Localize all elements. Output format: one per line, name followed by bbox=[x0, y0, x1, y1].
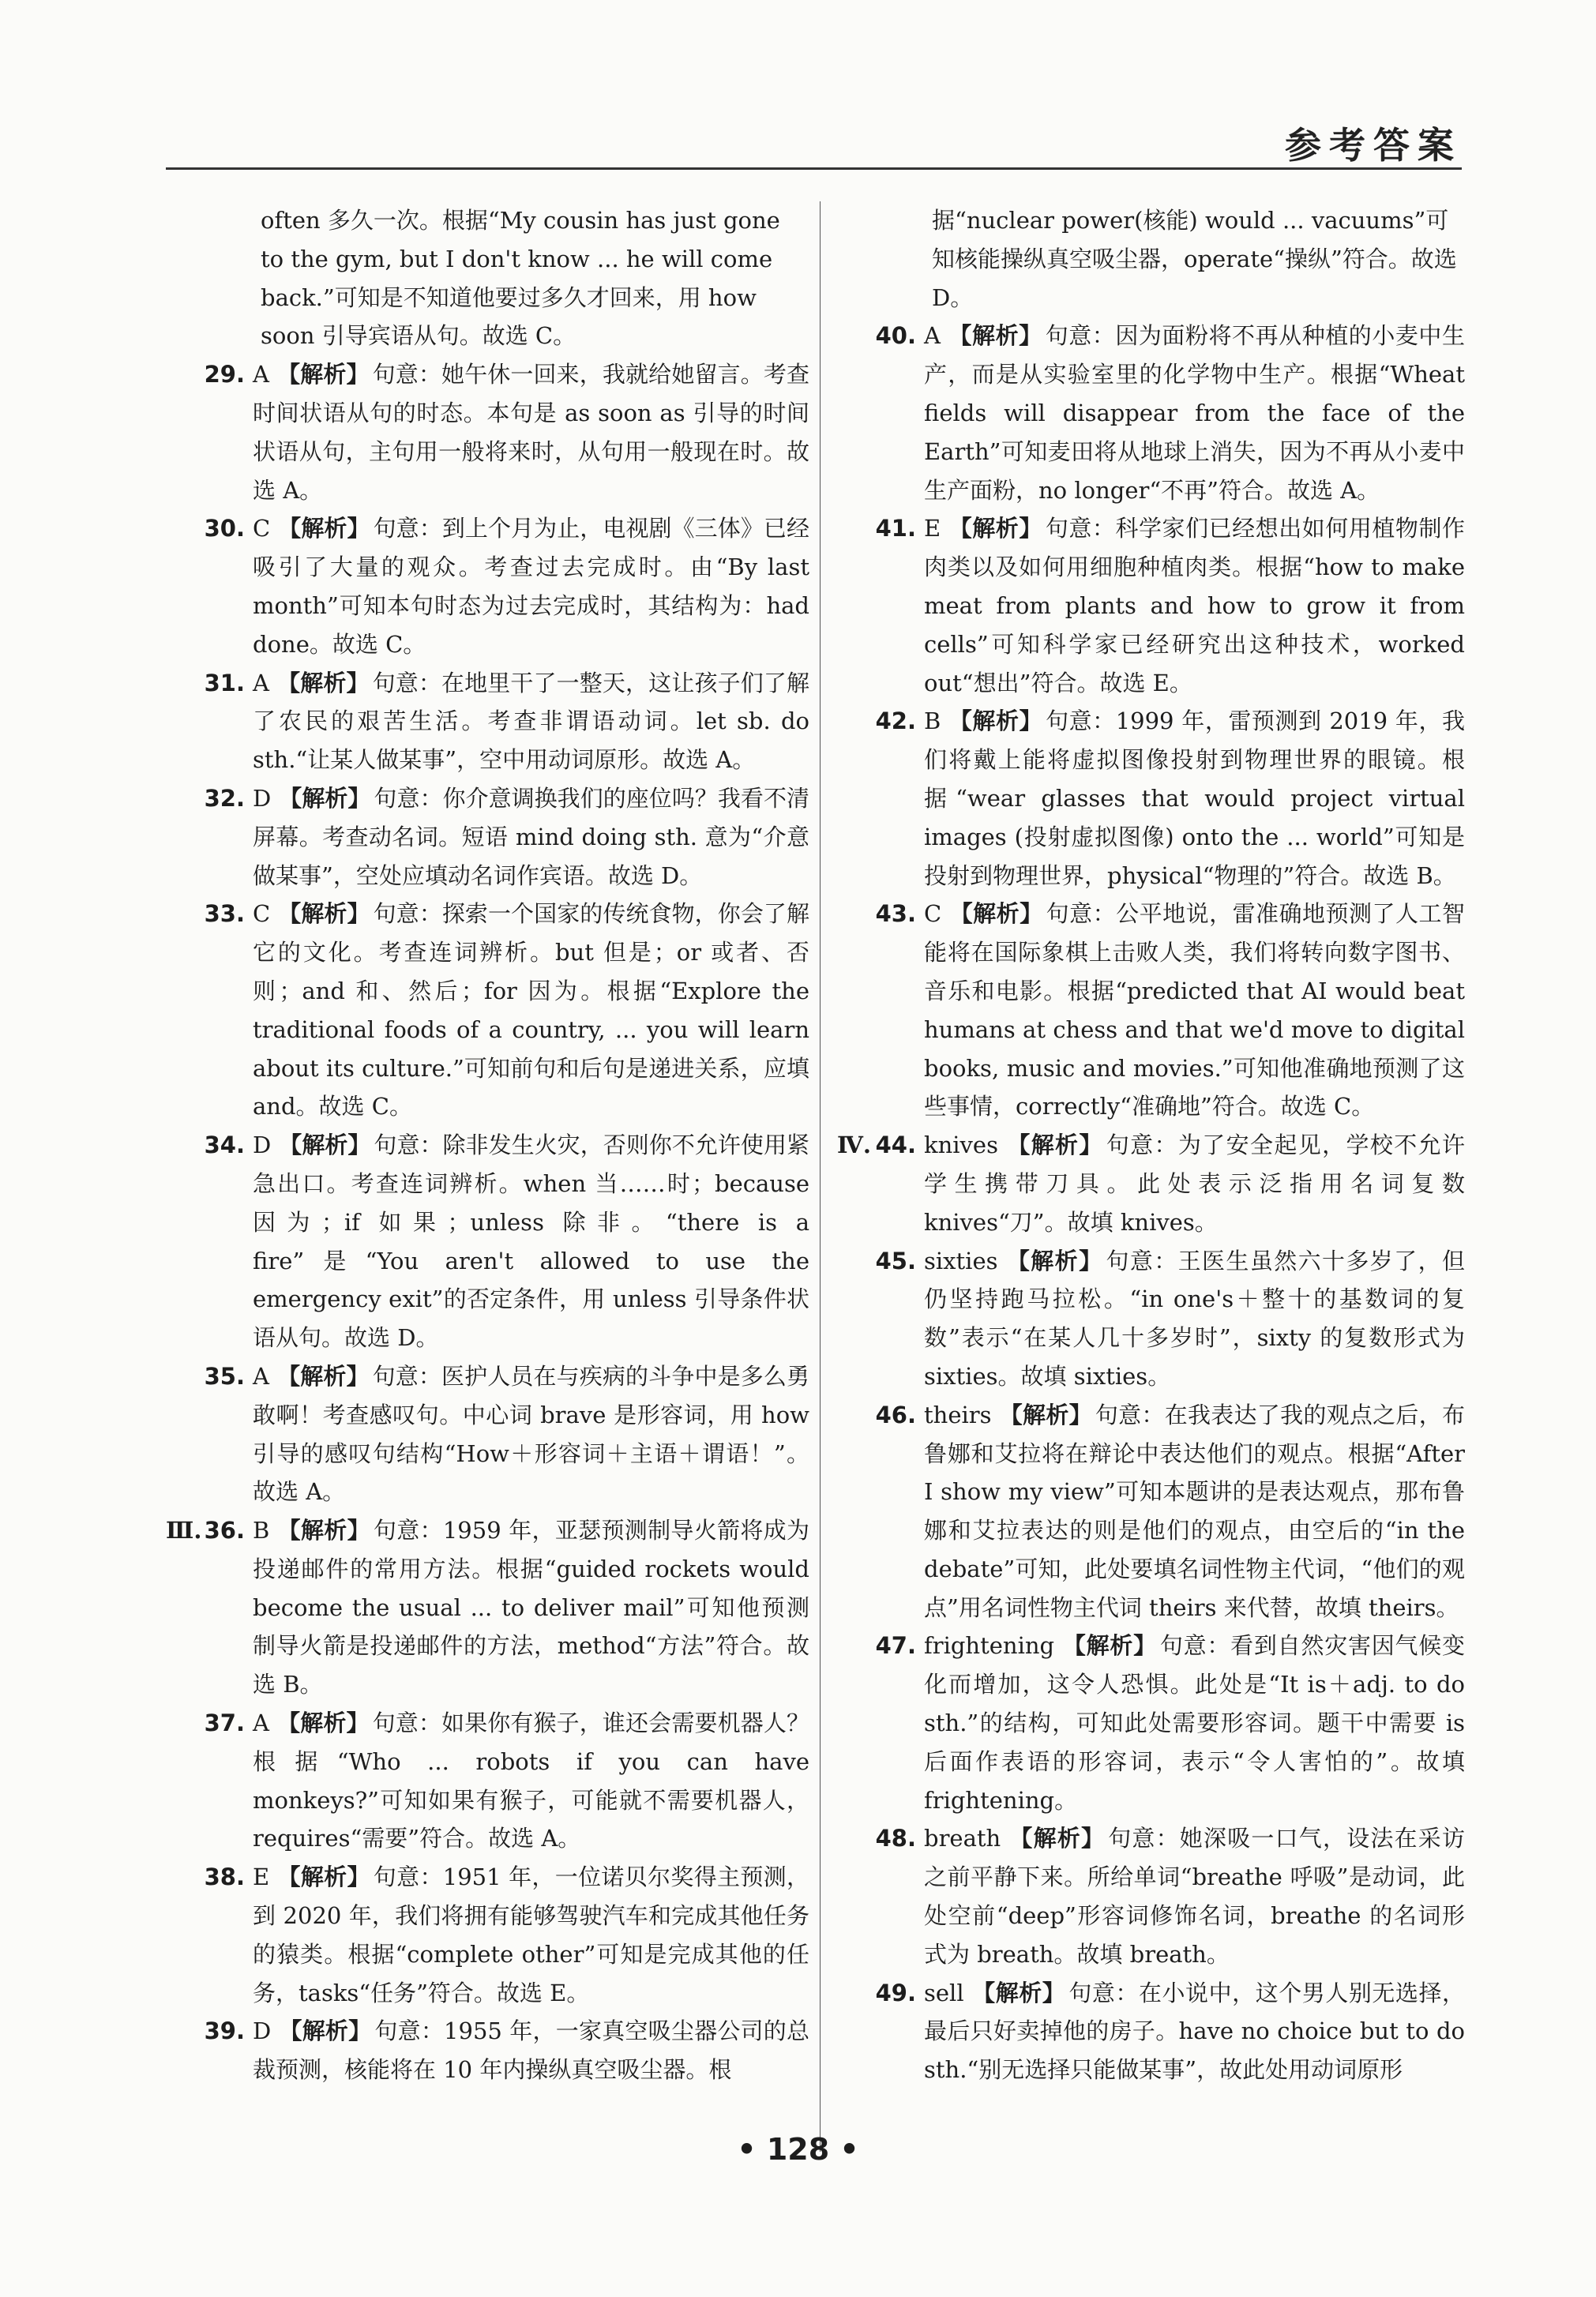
question-number: 33. bbox=[204, 900, 245, 928]
answer-value: A bbox=[253, 361, 269, 388]
question-number: 38. bbox=[204, 1863, 245, 1891]
answer-entry bbox=[170, 895, 809, 1126]
analysis-text: 句意：如果你有猴子，谁还会需要机器人？根据“Who ... robots if you can have monkeys?”可知如果有猴子，可能就不需要机器人，requires“需要”符合。故选 A。 bbox=[253, 1710, 809, 1852]
answer-value: theirs bbox=[924, 1401, 992, 1428]
answer-value: A bbox=[924, 322, 941, 350]
answer-entry bbox=[837, 1126, 1465, 1241]
question-number: 48. bbox=[875, 1825, 916, 1852]
answer-entry bbox=[841, 1819, 1465, 1973]
analysis-tag: 【解析】 bbox=[276, 1362, 370, 1390]
answer-value: B bbox=[924, 707, 941, 735]
question-number: 40. bbox=[875, 322, 916, 350]
section-numeral: Ⅳ. bbox=[837, 1132, 872, 1159]
question-number: 29. bbox=[204, 361, 245, 388]
right-answer-list bbox=[837, 317, 1465, 2089]
answer-entry bbox=[170, 1858, 809, 2012]
answer-value: C bbox=[253, 900, 271, 928]
answer-entry bbox=[170, 779, 809, 895]
analysis-tag: 【解析】 bbox=[277, 1517, 370, 1544]
analysis-tag: 【解析】 bbox=[279, 784, 371, 812]
analysis-text: 句意：1951 年，一位诺贝尔奖得主预测，到 2020 年，我们将拥有能够驾驶汽车和完成其他任务的猿类。根据“complete other”可知是完成其他的任务，tasks“任务”符合。故选 E。 bbox=[253, 1863, 809, 2006]
analysis-text: 句意：到上个月为止，电视剧《三体》已经吸引了大量的观众。考查过去完成时。由“By last month”可知本句时态为过去完成时，其结构为：had done。故选 C。 bbox=[253, 515, 809, 658]
analysis-tag: 【解析】 bbox=[1005, 1132, 1103, 1159]
question-number: 42. bbox=[875, 707, 916, 735]
answer-value: A bbox=[253, 1362, 269, 1390]
answer-entry bbox=[841, 702, 1465, 895]
answer-value: A bbox=[253, 1710, 269, 1737]
page-number: • 128 • bbox=[737, 2132, 859, 2167]
right-column bbox=[837, 201, 1465, 2089]
answer-entry bbox=[166, 1511, 809, 1704]
answer-value: sell bbox=[924, 1979, 964, 2006]
analysis-text: 句意：她深吸一口气，设法在采访之前平静下来。所给单词“breathe 呼吸”是动词，此处空前“deep”形容词修饰名词，breathe 的名词形式为 breath。故填 breath。 bbox=[924, 1825, 1465, 1968]
analysis-tag: 【解析】 bbox=[1008, 1825, 1106, 1852]
answer-value: B bbox=[253, 1517, 270, 1544]
question-number: 44. bbox=[875, 1132, 916, 1159]
question-number: 43. bbox=[875, 900, 916, 928]
answer-value: E bbox=[924, 515, 941, 542]
question-number: 37. bbox=[204, 1710, 245, 1737]
analysis-text: 句意：在小说中，这个男人别无选择，最后只好卖掉他的房子。have no choice but to do sth.“别无选择只能做某事”，故此处用动词原形 bbox=[924, 1979, 1465, 2084]
answer-entry bbox=[170, 355, 809, 509]
question-number: 46. bbox=[875, 1401, 916, 1428]
column-divider bbox=[820, 201, 821, 2152]
analysis-text: 句意：王医生虽然六十多岁了，但仍坚持跑马拉松。“in one's＋整十的基数词的复数”表示“在某人几十多岁时”，sixty 的复数形式为 sixties。故填 sixties。 bbox=[924, 1247, 1465, 1390]
answer-entry bbox=[841, 1974, 1465, 2089]
answer-entry bbox=[841, 895, 1465, 1126]
answer-value: sixties bbox=[924, 1247, 998, 1274]
question-number: 35. bbox=[204, 1362, 245, 1390]
analysis-tag: 【解析】 bbox=[279, 1132, 371, 1159]
question-number: 45. bbox=[875, 1247, 916, 1274]
answer-value: frightening bbox=[924, 1632, 1055, 1660]
answer-entry bbox=[170, 1357, 809, 1511]
answer-value: D bbox=[253, 1132, 272, 1159]
question-number: 36. bbox=[204, 1517, 245, 1544]
answer-value: E bbox=[253, 1863, 270, 1891]
analysis-tag: 【解析】 bbox=[948, 707, 1043, 735]
answer-value: C bbox=[924, 900, 942, 928]
analysis-text: 句意：她午休一回来，我就给她留言。考查时间状语从句的时态。本句是 as soon as 引导的时间状语从句，主句用一般将来时，从句用一般现在时。故选 A。 bbox=[253, 361, 809, 504]
question-number: 34. bbox=[204, 1132, 245, 1159]
analysis-tag: 【解析】 bbox=[276, 669, 370, 696]
analysis-tag: 【解析】 bbox=[1005, 1247, 1103, 1274]
analysis-tag: 【解析】 bbox=[948, 515, 1042, 542]
analysis-text: 句意：探索一个国家的传统食物，你会了解它的文化。考查连词辨析。but 但是；or 或者、否则；and 和、然后；for 因为。根据“Explore the traditional foods of a country, ... you will learn about its culture.”可知前句和后句是递进关系，应填 and。故选 C。 bbox=[253, 900, 809, 1120]
page-header-title: 参考答案 bbox=[1285, 124, 1462, 167]
answer-entry bbox=[170, 509, 809, 663]
header-rule bbox=[166, 167, 1462, 170]
question-number: 32. bbox=[204, 784, 245, 812]
answer-value: D bbox=[253, 2017, 272, 2045]
analysis-text: 句意：1999 年，雷预测到 2019 年，我们将戴上能将虚拟图像投射到物理世界的眼镜。根据“wear glasses that would project virtual images (投射虚拟图像) onto the ... world”可知是投射到物理世界，physical“物理的”符合。故选 B。 bbox=[924, 707, 1465, 889]
analysis-text: 句意：1959 年，亚瑟预测制导火箭将成为投递邮件的常用方法。根据“guided rockets would become the usual ... to deliver mail”可知他预测制导火箭是投递邮件的方法，method“方法”符合。故选 B。 bbox=[253, 1517, 809, 1698]
analysis-text: 句意：在我表达了我的观点之后，布鲁娜和艾拉将在辩论中表达他们的观点。根据“After I show my view”可知本题讲的是表达观点，那布鲁娜和艾拉表达的则是他们的观点，由空后的“in the debate”可知，此处要填名词性物主代词，“他们的观点”用名词性物主代词 theirs 来代替，故填 theirs。 bbox=[924, 1401, 1465, 1621]
question-number: 47. bbox=[875, 1632, 916, 1660]
answer-entry bbox=[841, 1242, 1465, 1396]
analysis-text: 句意：公平地说，雷准确地预测了人工智能将在国际象棋上击败人类，我们将转向数字图书、音乐和电影。根据“predicted that AI would beat humans at chess and that we'd move to digital books, music and movies.”可知他准确地预测了这些事情，correctly“准确地”符合。故选 C。 bbox=[924, 900, 1465, 1120]
answer-value: A bbox=[253, 669, 269, 696]
answer-entry bbox=[170, 1126, 809, 1357]
analysis-text: 句意：在地里干了一整天，这让孩子们了解了农民的艰苦生活。考查非谓语动词。let sb. do sth.“让某人做某事”，空中用动词原形。故选 A。 bbox=[253, 669, 809, 774]
answer-entry bbox=[170, 2012, 809, 2089]
analysis-text: 句意：科学家们已经想出如何用植物制作肉类以及如何用细胞种植肉类。根据“how to make meat from plants and how to grow it from cells”可知科学家已经研究出这种技术，worked out“想出”符合。故选 E。 bbox=[924, 515, 1465, 696]
analysis-tag: 【解析】 bbox=[278, 900, 370, 928]
analysis-tag: 【解析】 bbox=[949, 900, 1043, 928]
analysis-text: 句意：医护人员在与疾病的斗争中是多么勇敢啊！考查感叹句。中心词 brave 是形容词，用 how 引导的感叹句结构“How＋形容词＋主语＋谓语！”。故选 A。 bbox=[253, 1362, 809, 1506]
analysis-tag: 【解析】 bbox=[971, 1979, 1066, 2006]
analysis-tag: 【解析】 bbox=[278, 515, 370, 542]
analysis-tag: 【解析】 bbox=[1062, 1632, 1157, 1660]
answer-entry bbox=[841, 509, 1465, 702]
analysis-tag: 【解析】 bbox=[948, 322, 1042, 350]
analysis-tag: 【解析】 bbox=[999, 1401, 1092, 1428]
analysis-text: 句意：为了安全起见，学校不允许学生携带刀具。此处表示泛指用名词复数 knives“刀”。故填 knives。 bbox=[924, 1132, 1465, 1236]
answer-entry bbox=[841, 1396, 1465, 1627]
answer-value: D bbox=[253, 784, 272, 812]
answer-entry bbox=[841, 317, 1465, 509]
analysis-tag: 【解析】 bbox=[276, 1710, 370, 1737]
left-column bbox=[166, 201, 809, 2089]
analysis-text: 句意：因为面粉将不再从种植的小麦中生产，而是从实验室里的化学物中生产。根据“Wheat fields will disappear from the face of the Earth”可知麦田将从地球上消失，因为不再从小麦中生产面粉，no longer“不再”符合。故选 A。 bbox=[924, 322, 1465, 504]
question-number: 31. bbox=[204, 669, 245, 696]
answer-value: knives bbox=[924, 1132, 998, 1159]
analysis-text: 句意：你介意调换我们的座位吗？我看不清屏幕。考查动名词。短语 mind doing sth. 意为“介意做某事”，空处应填动名词作宾语。故选 D。 bbox=[253, 784, 809, 889]
left-answer-list bbox=[166, 355, 809, 2089]
answer-entry bbox=[841, 1627, 1465, 1819]
analysis-text: 句意：看到自然灾害因气候变化而增加，这令人恐惧。此处是“It is＋adj. to do sth.”的结构，可知此处需要形容词。题干中需要 is 后面作表语的形容词，表示“令人害怕的”。故填 frightening。 bbox=[924, 1632, 1465, 1814]
answer-value: C bbox=[253, 515, 271, 542]
question-number: 41. bbox=[875, 515, 916, 542]
analysis-text: 句意：除非发生火灾，否则你不允许使用紧急出口。考查连词辨析。when 当……时；because 因为；if 如果；unless 除非。“there is a fire”是“You aren't allowed to use the emergency exit”的否定条件，用 unless 引导条件状语从句。故选 D。 bbox=[253, 1132, 809, 1352]
answer-entry bbox=[170, 1704, 809, 1858]
question-number: 39. bbox=[204, 2017, 245, 2045]
analysis-tag: 【解析】 bbox=[277, 1863, 370, 1891]
analysis-text: 句意：1955 年，一家真空吸尘器公司的总裁预测，核能将在 10 年内操纵真空吸尘器。根 bbox=[253, 2017, 809, 2084]
answer-entry bbox=[170, 664, 809, 779]
question-number: 30. bbox=[204, 515, 245, 542]
question-number: 49. bbox=[875, 1979, 916, 2006]
analysis-tag: 【解析】 bbox=[279, 2017, 372, 2045]
analysis-tag: 【解析】 bbox=[276, 361, 370, 388]
left-continuation-text: often 多久一次。根据“My cousin has just gone to the gym, but I don't know ... he will come back.”可知是不知道他要过多久才回来，用 how soon 引导宾语从句。故选 C。 bbox=[261, 207, 780, 350]
section-numeral: Ⅲ. bbox=[166, 1517, 202, 1544]
answer-value: breath bbox=[924, 1825, 1001, 1852]
right-continuation-text: 据“nuclear power(核能) would ... vacuums”可知核能操纵真空吸尘器，operate“操纵”符合。故选 D。 bbox=[932, 207, 1457, 311]
